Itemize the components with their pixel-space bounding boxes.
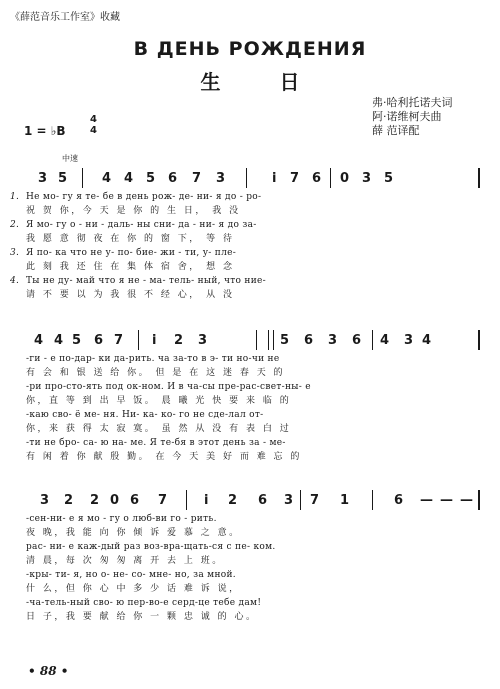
note-digit: 6 <box>130 493 140 508</box>
note-digit: 4 <box>380 333 390 348</box>
lyric-text: -ри про-сто-ять под ок-ном. И в ча-сы пре-рас-свет-ны- е <box>26 382 311 392</box>
barline <box>186 490 187 510</box>
note-digit: 6 <box>352 333 362 348</box>
lyric-text: Я мо- гу о - ни - даль- ны сни- да - ни- я до за- <box>26 220 257 230</box>
note-digit: 4 <box>102 171 112 186</box>
music-system-1 <box>10 168 486 304</box>
lyric-line-chinese <box>10 610 486 624</box>
note-digit: 2 <box>90 493 100 508</box>
note-digit: 7 <box>290 171 300 186</box>
notation-row <box>10 168 486 190</box>
note-digit: 5 <box>280 333 290 348</box>
credits <box>372 96 453 138</box>
note-digit: 3 <box>38 171 48 186</box>
note-digit: 6 <box>394 493 404 508</box>
note-digit: 6 <box>312 171 322 186</box>
lyric-line-chinese <box>10 582 486 596</box>
lyric-text: 你，直 等 到 出 早 饭。 晨 曦 光 快 要 来 临 的 <box>26 396 292 406</box>
lyric-line-chinese <box>10 450 486 464</box>
verse-number: 2. <box>10 220 20 230</box>
note-digit: 3 <box>40 493 50 508</box>
lyric-line-chinese <box>10 394 486 408</box>
barline <box>478 490 480 510</box>
note-digit: 1 <box>340 493 350 508</box>
note-digit: 3 <box>362 171 372 186</box>
lyric-text: -ча-тель-ный сво- ю пер-во-е серд-це тебе дам! <box>26 598 262 608</box>
note-digit: 3 <box>404 333 414 348</box>
note-digit: 3 <box>198 333 208 348</box>
lyric-text: Я по- ка что не у- по- бие- жи - ти, у- пле- <box>26 248 237 258</box>
lyric-text: -сен-ни- е я мо - гу о люб-ви го - рить. <box>26 514 217 524</box>
lyric-line-russian <box>10 190 486 204</box>
lyric-line-russian <box>10 436 486 450</box>
note-digit: i <box>272 171 277 186</box>
lyricist-credit: 弗·哈利托诺夫词 <box>372 96 453 109</box>
double-barline <box>268 330 274 350</box>
note-digit: 5 <box>384 171 394 186</box>
composer-credit: 阿·诺维柯夫曲 <box>372 110 442 123</box>
translator-credit: 薛 范译配 <box>372 124 420 137</box>
lyric-text: рас- ни- е каж-дый раз воз-вра-щать-ся с пе- ком. <box>26 542 276 552</box>
note-digit: 0 <box>110 493 120 508</box>
notation-row <box>10 330 486 352</box>
lyric-line-chinese <box>10 204 486 218</box>
note-digit: — <box>440 493 453 508</box>
lyric-line-chinese <box>10 232 486 246</box>
song-title: В ДЕНЬ РОЖДЕНИЯ <box>133 38 367 60</box>
note-digit: i <box>204 493 209 508</box>
lyric-text: -ти не бро- са- ю на- ме. Я те-бя в этот день за - ме- <box>26 438 286 448</box>
lyric-text: -кры- ти- я, но о- не- со- мне- но, за мной. <box>26 570 236 580</box>
note-digit: 6 <box>168 171 178 186</box>
page-number: • 88 • <box>28 664 69 678</box>
lyric-line-russian <box>10 352 486 366</box>
barline <box>256 330 257 350</box>
lyric-line-chinese <box>10 260 486 274</box>
lyric-line-russian <box>10 218 486 232</box>
source-label: 《薛范音乐工作室》收藏 <box>10 12 120 23</box>
barline <box>330 168 331 188</box>
lyric-text: 有 闲 着 你 献 殷 勤。 在 今 天 美 好 而 难 忘 的 <box>26 452 302 462</box>
meter-top: 4 <box>90 114 97 125</box>
song-subtitle: 生 日 <box>200 70 326 94</box>
lyric-text: Не мо- гу я те- бе в день рож- де- ни- я до - ро- <box>26 192 262 202</box>
barline <box>372 330 373 350</box>
time-signature <box>90 114 97 136</box>
barline <box>478 168 480 188</box>
note-digit: 6 <box>258 493 268 508</box>
lyric-line-russian <box>10 408 486 422</box>
note-digit: 4 <box>124 171 134 186</box>
lyric-text: 此 刻 我 还 住 在 集 体 宿 舍， 想 念 <box>26 262 235 272</box>
lyric-text: 清 晨，每 次 匆 匆 离 开 去 上 班。 <box>26 556 224 566</box>
barline <box>138 330 139 350</box>
note-digit: 4 <box>422 333 432 348</box>
note-digit: 3 <box>216 171 226 186</box>
note-digit: 5 <box>146 171 156 186</box>
lyric-line-russian <box>10 596 486 610</box>
barline <box>300 490 301 510</box>
note-digit: 7 <box>158 493 168 508</box>
lyric-line-chinese <box>10 422 486 436</box>
note-digit: i <box>152 333 157 348</box>
note-digit: 7 <box>192 171 202 186</box>
note-digit: 2 <box>228 493 238 508</box>
music-system-2 <box>10 330 486 466</box>
note-digit: 7 <box>310 493 320 508</box>
verse-number: 1. <box>10 192 20 202</box>
lyric-text: 有 会 和 银 送 给 你。 但 是 在 这 迷 春 天 的 <box>26 368 286 378</box>
note-digit: 4 <box>34 333 44 348</box>
lyric-text: 什 么，但 你 心 中 多 少 话 难 诉 说， <box>26 584 241 594</box>
key-signature: 1 = ♭B <box>24 124 66 138</box>
note-digit: 3 <box>328 333 338 348</box>
barline <box>246 168 247 188</box>
verse-number: 4. <box>10 276 20 286</box>
lyric-line-russian <box>10 568 486 582</box>
lyric-text: 夜 晚，我 能 向 你 倾 诉 爱 慕 之 意。 <box>26 528 241 538</box>
meter-bottom: 4 <box>90 125 97 136</box>
note-digit: 5 <box>72 333 82 348</box>
note-digit: 4 <box>54 333 64 348</box>
lyric-line-russian <box>10 512 486 526</box>
note-digit: 6 <box>304 333 314 348</box>
lyric-text: -каю сво- ё ме- ня. Ни- ка- ко- го не сде-лал от- <box>26 410 264 420</box>
lyric-line-russian <box>10 380 486 394</box>
lyric-line-russian <box>10 246 486 260</box>
barline <box>372 490 373 510</box>
note-digit: 0 <box>340 171 350 186</box>
note-digit: — <box>460 493 473 508</box>
verse-number: 3. <box>10 248 20 258</box>
note-digit: 6 <box>94 333 104 348</box>
lyric-line-russian <box>10 540 486 554</box>
lyric-line-chinese <box>10 288 486 302</box>
note-digit: 3 <box>284 493 294 508</box>
lyric-text: 我 愿 意 彻 夜 在 你 的 窗 下， 等 待 <box>26 234 235 244</box>
barline <box>82 168 83 188</box>
note-digit: 2 <box>64 493 74 508</box>
lyric-text: 祝 贺 你，今 天 是 你 的 生 日， 我 没 <box>26 206 241 216</box>
lyric-line-russian <box>10 274 486 288</box>
notation-row <box>10 490 486 512</box>
tempo-marking: 中速 <box>62 154 78 163</box>
note-digit: 7 <box>114 333 124 348</box>
note-digit: 2 <box>174 333 184 348</box>
music-system-3 <box>10 490 486 626</box>
lyric-line-chinese <box>10 526 486 540</box>
lyric-text: 你，来 获 得 太 寂 寞。 虽 然 从 没 有 表 白 过 <box>26 424 292 434</box>
barline <box>478 330 480 350</box>
lyric-line-chinese <box>10 554 486 568</box>
note-digit: 5 <box>58 171 68 186</box>
lyric-line-chinese <box>10 366 486 380</box>
lyric-text: 日 子，我 要 献 给 你 一 颗 忠 诚 的 心。 <box>26 612 258 622</box>
lyric-text: -ги - е по-дар- ки да-рить. ча за-то в э- ти но-чи не <box>26 354 280 364</box>
lyric-text: Ты не ду- май что я не - ма- тель- ный, что ние- <box>26 276 266 286</box>
lyric-text: 请 不 要 以 为 我 很 不 经 心， 从 没 <box>26 290 235 300</box>
note-digit: — <box>420 493 433 508</box>
